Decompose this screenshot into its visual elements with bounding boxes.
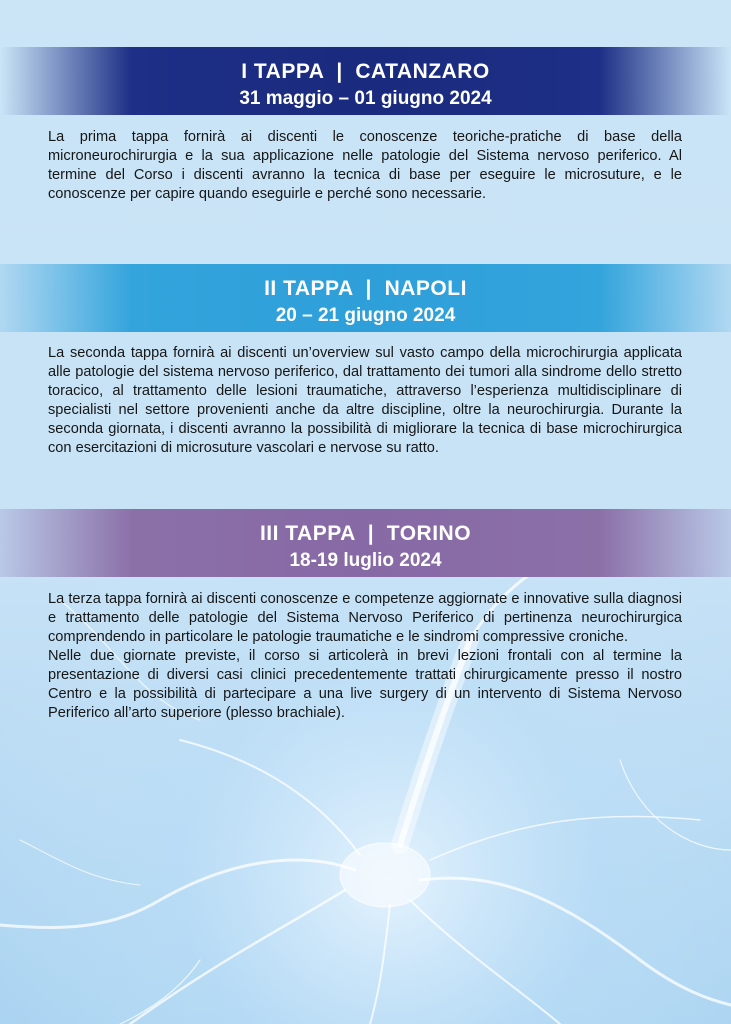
stage-1-description: La prima tappa fornirà ai discenti le conoscenze teoriche-pratiche di base della microneurochirurgia e la sua applicazione nelle patologie del Sistema nervoso periferico. Al termine del Corso i discenti avranno la tecnica di base per eseguire le microsuture, e le conoscenze per capire quando eseguirle e perché sono necessarie. (48, 129, 682, 202)
stage-2-title: II TAPPA | NAPOLI (264, 277, 467, 300)
stage-1-banner (0, 47, 731, 115)
stage-2-date: 20 – 21 giugno 2024 (275, 305, 456, 326)
stage-3-paragraph-1: La terza tappa fornirà ai discenti conoscenze e competenze aggiornate e innovative sulla diagnosi e trattamento delle patologie del Sistema Nervoso Periferico di pertinenza neurochirurgica comprendendo in particolare le patologie traumatiche e le sindromi compressive croniche. (48, 591, 682, 645)
stage-2-description: La seconda tappa fornirà ai discenti un’overview sul vasto campo della microchirurgia applicata alle patologie del sistema nervoso periferico, dal trattamento dei tumori alla sindrome dello stretto toracico, al trattamento delle lesioni traumatiche, attraverso l’esperienza multidisciplinare di specialisti nel settore provenienti anche da altre discipline, oltre la neurochirurgia. Durante la seconda giornata, i discenti avranno la possibilità di migliorare la tecnica di base microchirurgica con esercitazioni di microsuture vascolari e nervose su ratto. (48, 345, 682, 456)
stage-1-date: 31 maggio – 01 giugno 2024 (239, 88, 492, 109)
stage-1-title: I TAPPA | CATANZARO (241, 60, 490, 83)
stage-3-title: III TAPPA | TORINO (259, 522, 472, 545)
stage-2-banner (0, 264, 731, 332)
stage-3-banner (0, 509, 731, 577)
stage-3-date: 18-19 luglio 2024 (289, 550, 442, 571)
stage-3-paragraph-2: Nelle due giornate previste, il corso si articolerà in brevi lezioni frontali con al termine la presentazione di diversi casi clinici precedentemente trattati chirurgicamente presso il nostro Centro e la possibilità di partecipare a una live surgery di un intervento di Sistema Nervoso Periferico all’arto superiore (plesso brachiale). (48, 648, 682, 721)
stage-3-description (48, 590, 682, 723)
